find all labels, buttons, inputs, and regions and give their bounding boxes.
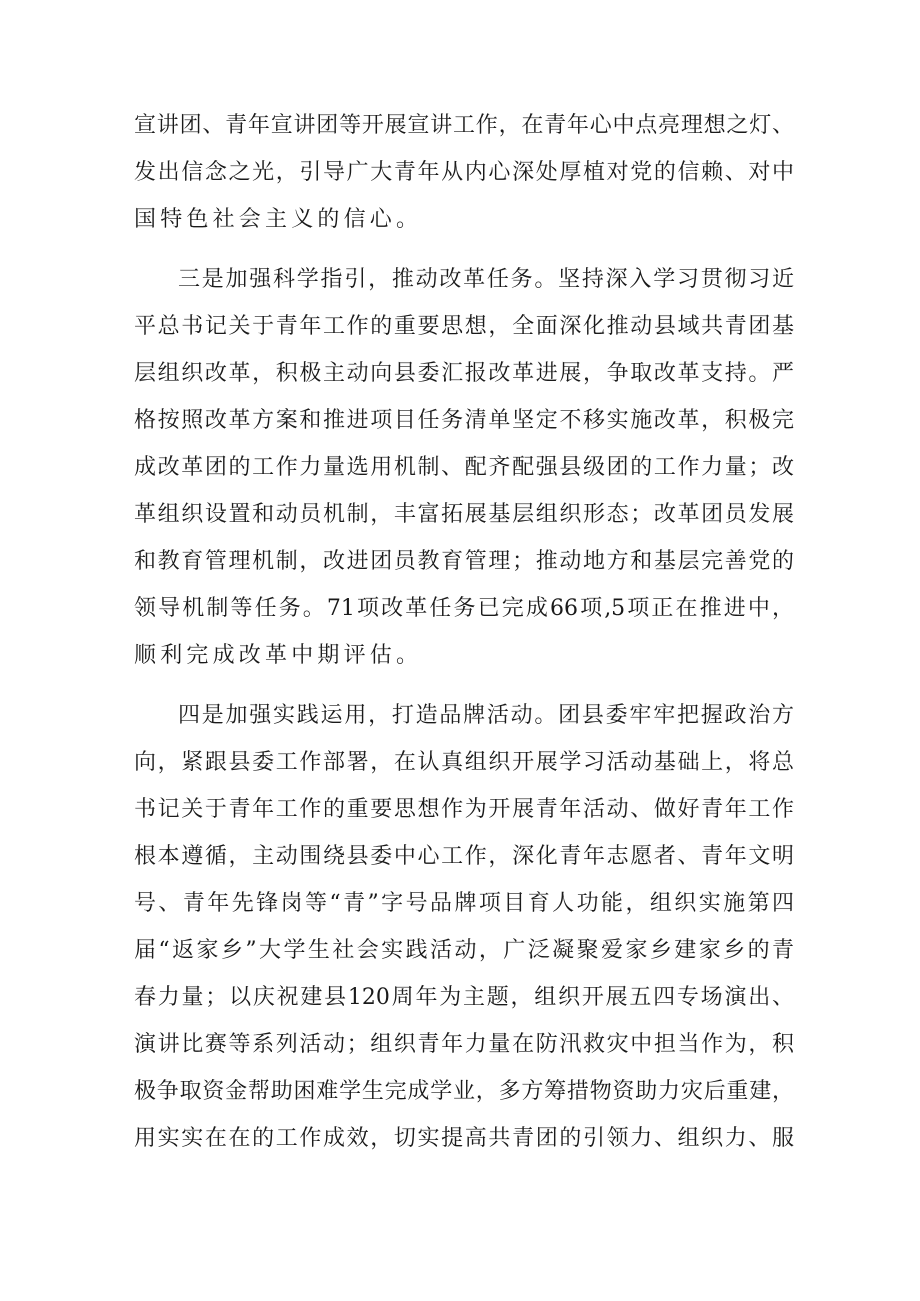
paragraph-line: 发出信念之光，引导广大青年从内心深处厚植对党的信赖、对中 <box>134 160 794 185</box>
paragraph-line: 顺利完成改革中期评估。 <box>134 643 423 668</box>
paragraph-line: 书记关于青年工作的重要思想作为开展青年活动、做好青年工作 <box>134 797 794 822</box>
document-body <box>134 102 794 1162</box>
paragraph-line: 根本遵循，主动围绕县委中心工作，深化青年志愿者、青年文明 <box>134 844 794 869</box>
paragraph-line: 革组织设置和动员机制，丰富拓展基层组织形态；改革团员发展 <box>134 502 794 527</box>
paragraph-line: 平总书记关于青年工作的重要思想，全面深化推动县域共青团基 <box>134 314 794 339</box>
paragraph-line: 春力量；以庆祝建县120周年为主题，组织开展五四专场演出、 <box>134 985 794 1010</box>
paragraph-line: 领导机制等任务。71项改革任务已完成66项,5项正在推进中， <box>134 596 794 621</box>
paragraph-line: 极争取资金帮助困难学生完成学业，多方筹措物资助力灾后重建， <box>134 1079 794 1104</box>
paragraph-line: 四是加强实践运用，打造品牌活动。团县委牢牢把握政治方 <box>178 703 794 728</box>
paragraph-3 <box>134 692 794 1162</box>
paragraph-line: 用实实在在的工作成效，切实提高共青团的引领力、组织力、服 <box>134 1126 794 1151</box>
paragraph-1 <box>134 102 794 243</box>
paragraph-line: 国特色社会主义的信心。 <box>134 207 423 232</box>
paragraph-2 <box>134 256 794 679</box>
paragraph-line: 宣讲团、青年宣讲团等开展宣讲工作，在青年心中点亮理想之灯、 <box>134 113 794 138</box>
paragraph-line: 向，紧跟县委工作部署，在认真组织开展学习活动基础上，将总 <box>134 750 794 775</box>
paragraph-line: 演讲比赛等系列活动；组织青年力量在防汛救灾中担当作为，积 <box>134 1032 794 1057</box>
paragraph-line: 和教育管理机制，改进团员教育管理；推动地方和基层完善党的 <box>134 549 794 574</box>
paragraph-line: 格按照改革方案和推进项目任务清单坚定不移实施改革，积极完 <box>134 408 794 433</box>
paragraph-line: 层组织改革，积极主动向县委汇报改革进展，争取改革支持。严 <box>134 361 794 386</box>
paragraph-line: 届“返家乡”大学生社会实践活动，广泛凝聚爱家乡建家乡的青 <box>134 938 794 963</box>
paragraph-line: 号、青年先锋岗等“青”字号品牌项目育人功能，组织实施第四 <box>134 891 794 916</box>
paragraph-line: 三是加强科学指引，推动改革任务。坚持深入学习贯彻习近 <box>178 267 794 292</box>
paragraph-line: 成改革团的工作力量选用机制、配齐配强县级团的工作力量；改 <box>134 455 794 480</box>
